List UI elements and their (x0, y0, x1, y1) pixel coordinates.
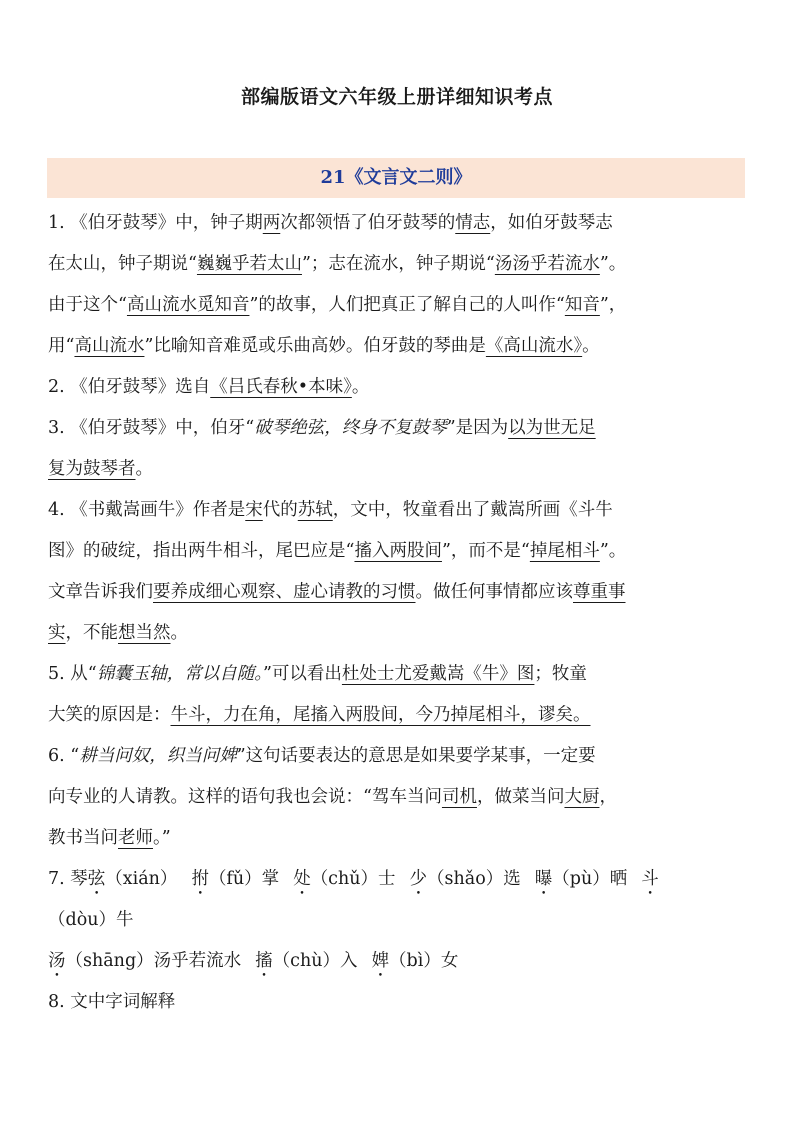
item-6-line-2: 向专业的人请教。这样的语句我也会说：“驾车当问司机，做菜当问大厨， (48, 787, 617, 807)
item-6-line-3: 教书当问老师。” (48, 828, 171, 848)
item-1-line-1: 1. 《伯牙鼓琴》中，钟子期两次都领悟了伯牙鼓琴的情志，如伯牙鼓琴志 (48, 213, 613, 233)
item-1-line-4: 用“高山流水”比喻知音难觅或乐曲高妙。伯牙鼓的琴曲是《高山流水》。 (48, 336, 600, 356)
item-7-line-3: 汤（shāng）汤乎若流水 搐（chù）入 婢（bì）女 (48, 951, 459, 971)
item-7-line-1: 7. 琴弦（xián） 拊（fǔ）掌 处（chǔ）士 少（shǎo）选 曝（pù）晒 斗 (48, 869, 659, 889)
item-1-line-2: 在太山，钟子期说“巍巍乎若太山”；志在流水，钟子期说“汤汤乎若流水”。 (48, 254, 627, 274)
item-1-line-3: 由于这个“高山流水觅知音”的故事，人们把真正了解自己的人叫作“知音”， (48, 295, 627, 315)
item-4-line-3: 文章告诉我们要养成细心观察、虚心请教的习惯。做任何事情都应该尊重事 (48, 582, 626, 602)
item-4-line-1: 4. 《书戴嵩画牛》作者是宋代的苏轼，文中，牧童看出了戴嵩所画《斗牛 (48, 500, 613, 520)
item-4-line-4: 实，不能想当然。 (48, 623, 188, 643)
document-body (48, 203, 748, 1023)
item-3-line-2: 复为鼓琴者。 (48, 459, 153, 479)
section-header (47, 158, 745, 198)
item-3-line-1: 3. 《伯牙鼓琴》中，伯牙“破琴绝弦，终身不复鼓琴”是因为以为世无足 (48, 418, 596, 438)
item-8-line-1: 8. 文中字词解释 (48, 992, 176, 1012)
item-5-line-1: 5. 从“锦囊玉轴，常以自随。”可以看出杜处士尤爱戴嵩《牛》图；牧童 (48, 664, 587, 684)
item-5-line-2: 大笑的原因是：牛斗，力在角，尾搐入两股间，今乃掉尾相斗，谬矣。 (48, 705, 591, 725)
section-title: 21《文言文二则》 (320, 167, 472, 188)
item-2-line-1: 2. 《伯牙鼓琴》选自《吕氏春秋•本味》。 (48, 377, 370, 397)
item-4-line-2: 图》的破绽，指出两牛相斗，尾巴应是“搐入两股间”，而不是“掉尾相斗”。 (48, 541, 627, 561)
item-6-line-1: 6. “耕当问奴，织当问婢”这句话要表达的意思是如果要学某事，一定要 (48, 746, 596, 766)
document-title: 部编版语文六年级上册详细知识考点 (240, 86, 553, 108)
item-7-line-2: （dòu）牛 (48, 910, 134, 930)
